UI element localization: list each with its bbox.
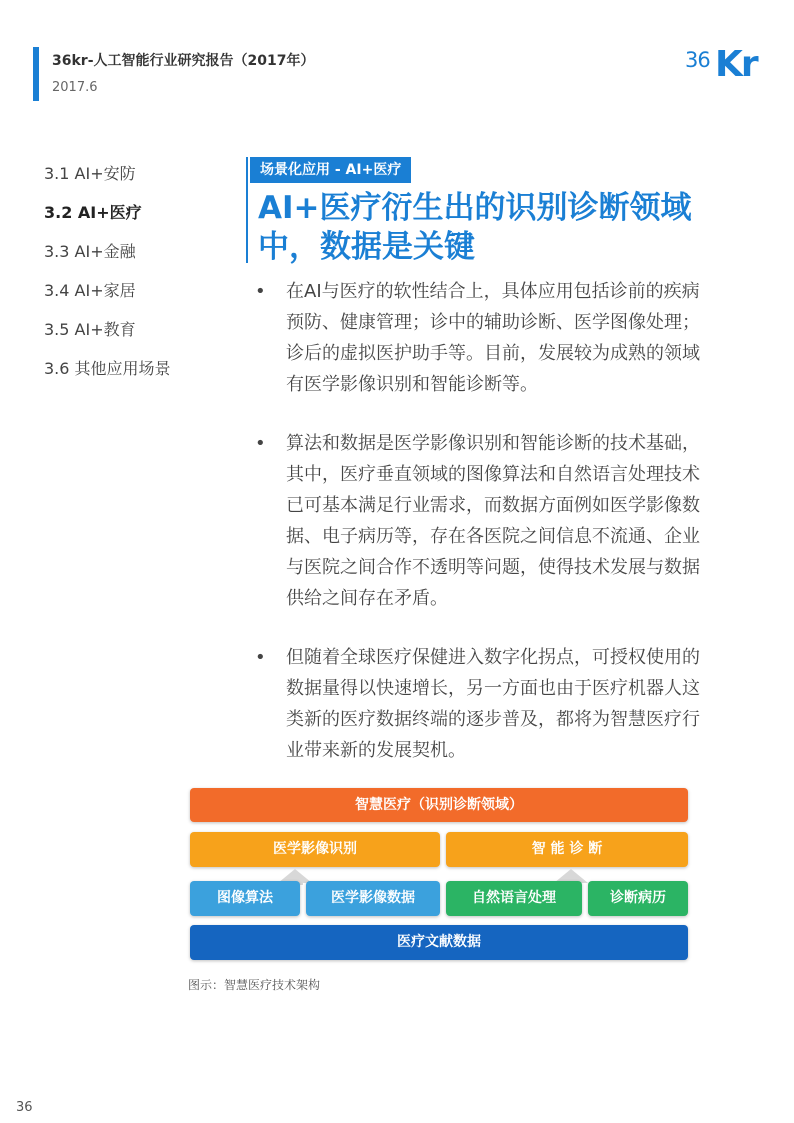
section-tag: 场景化应用 - AI+医疗 [250,157,411,183]
bullet-item [255,642,705,766]
logo-number: 36 [685,48,710,72]
header-accent-bar [33,47,39,101]
diagram-medical-records-box: 诊断病历 [588,881,688,916]
figure-caption: 图示：智慧医疗技术架构 [188,978,321,992]
report-date: 2017.6 [52,80,98,95]
bullet-marker: • [255,281,266,302]
page-title: AI+医疗衍生出的识别诊断领域中，数据是关键 [258,190,692,265]
bullet-text: 在AI与医疗的软性结合上，具体应用包括诊前的疾病预防、健康管理；诊中的辅助诊断、医学图像处理；诊后的虚拟医护助手等。目前，发展较为成熟的领域有医学影像识别和智能诊断等。 [286,281,700,395]
toc-item-home[interactable]: 3.4 AI+家居 [44,281,136,300]
bullet-text: 算法和数据是医学影像识别和智能诊断的技术基础，其中，医疗垂直领域的图像算法和自然语言处理技术已可基本满足行业需求，而数据方面例如医学影像数据、电子病历等，存在各医院之间信息不流通、企业与医院之间合作不透明等问题，使得技术发展与数据供给之间存在矛盾。 [286,433,700,609]
diagram-medical-image-data-box: 医学影像数据 [306,881,440,916]
logo-text: Kr [715,44,757,85]
bullet-marker: • [255,647,266,668]
diagram-image-algorithm-box: 图像算法 [190,881,300,916]
diagram-literature-data-box: 医疗文献数据 [190,925,688,960]
toc-item-medical[interactable]: 3.2 AI+医疗 [44,203,142,222]
diagram-smart-diagnosis-box: 智 能 诊 断 [446,832,688,867]
toc-item-security[interactable]: 3.1 AI+安防 [44,164,136,183]
bullet-list [255,276,705,794]
section-divider [246,157,248,263]
bullet-item [255,276,705,400]
architecture-diagram [190,788,688,960]
report-title: 36kr-人工智能行业研究报告（2017年） [52,53,315,69]
bullet-text: 但随着全球医疗保健进入数字化拐点，可授权使用的数据量得以快速增长，另一方面也由于医疗机器人这类新的医疗数据终端的逐步普及，都将为智慧医疗行业带来新的发展契机。 [286,647,700,761]
toc-item-finance[interactable]: 3.3 AI+金融 [44,242,136,261]
bullet-marker: • [255,433,266,454]
brand-logo [685,44,761,90]
table-of-contents [44,163,171,397]
toc-item-other[interactable]: 3.6 其他应用场景 [44,359,171,378]
diagram-top-box: 智慧医疗（识别诊断领域） [190,788,688,822]
bullet-item [255,428,705,614]
page-number: 36 [16,1100,33,1115]
toc-item-education[interactable]: 3.5 AI+教育 [44,320,136,339]
diagram-nlp-box: 自然语言处理 [446,881,582,916]
diagram-image-recognition-box: 医学影像识别 [190,832,440,867]
